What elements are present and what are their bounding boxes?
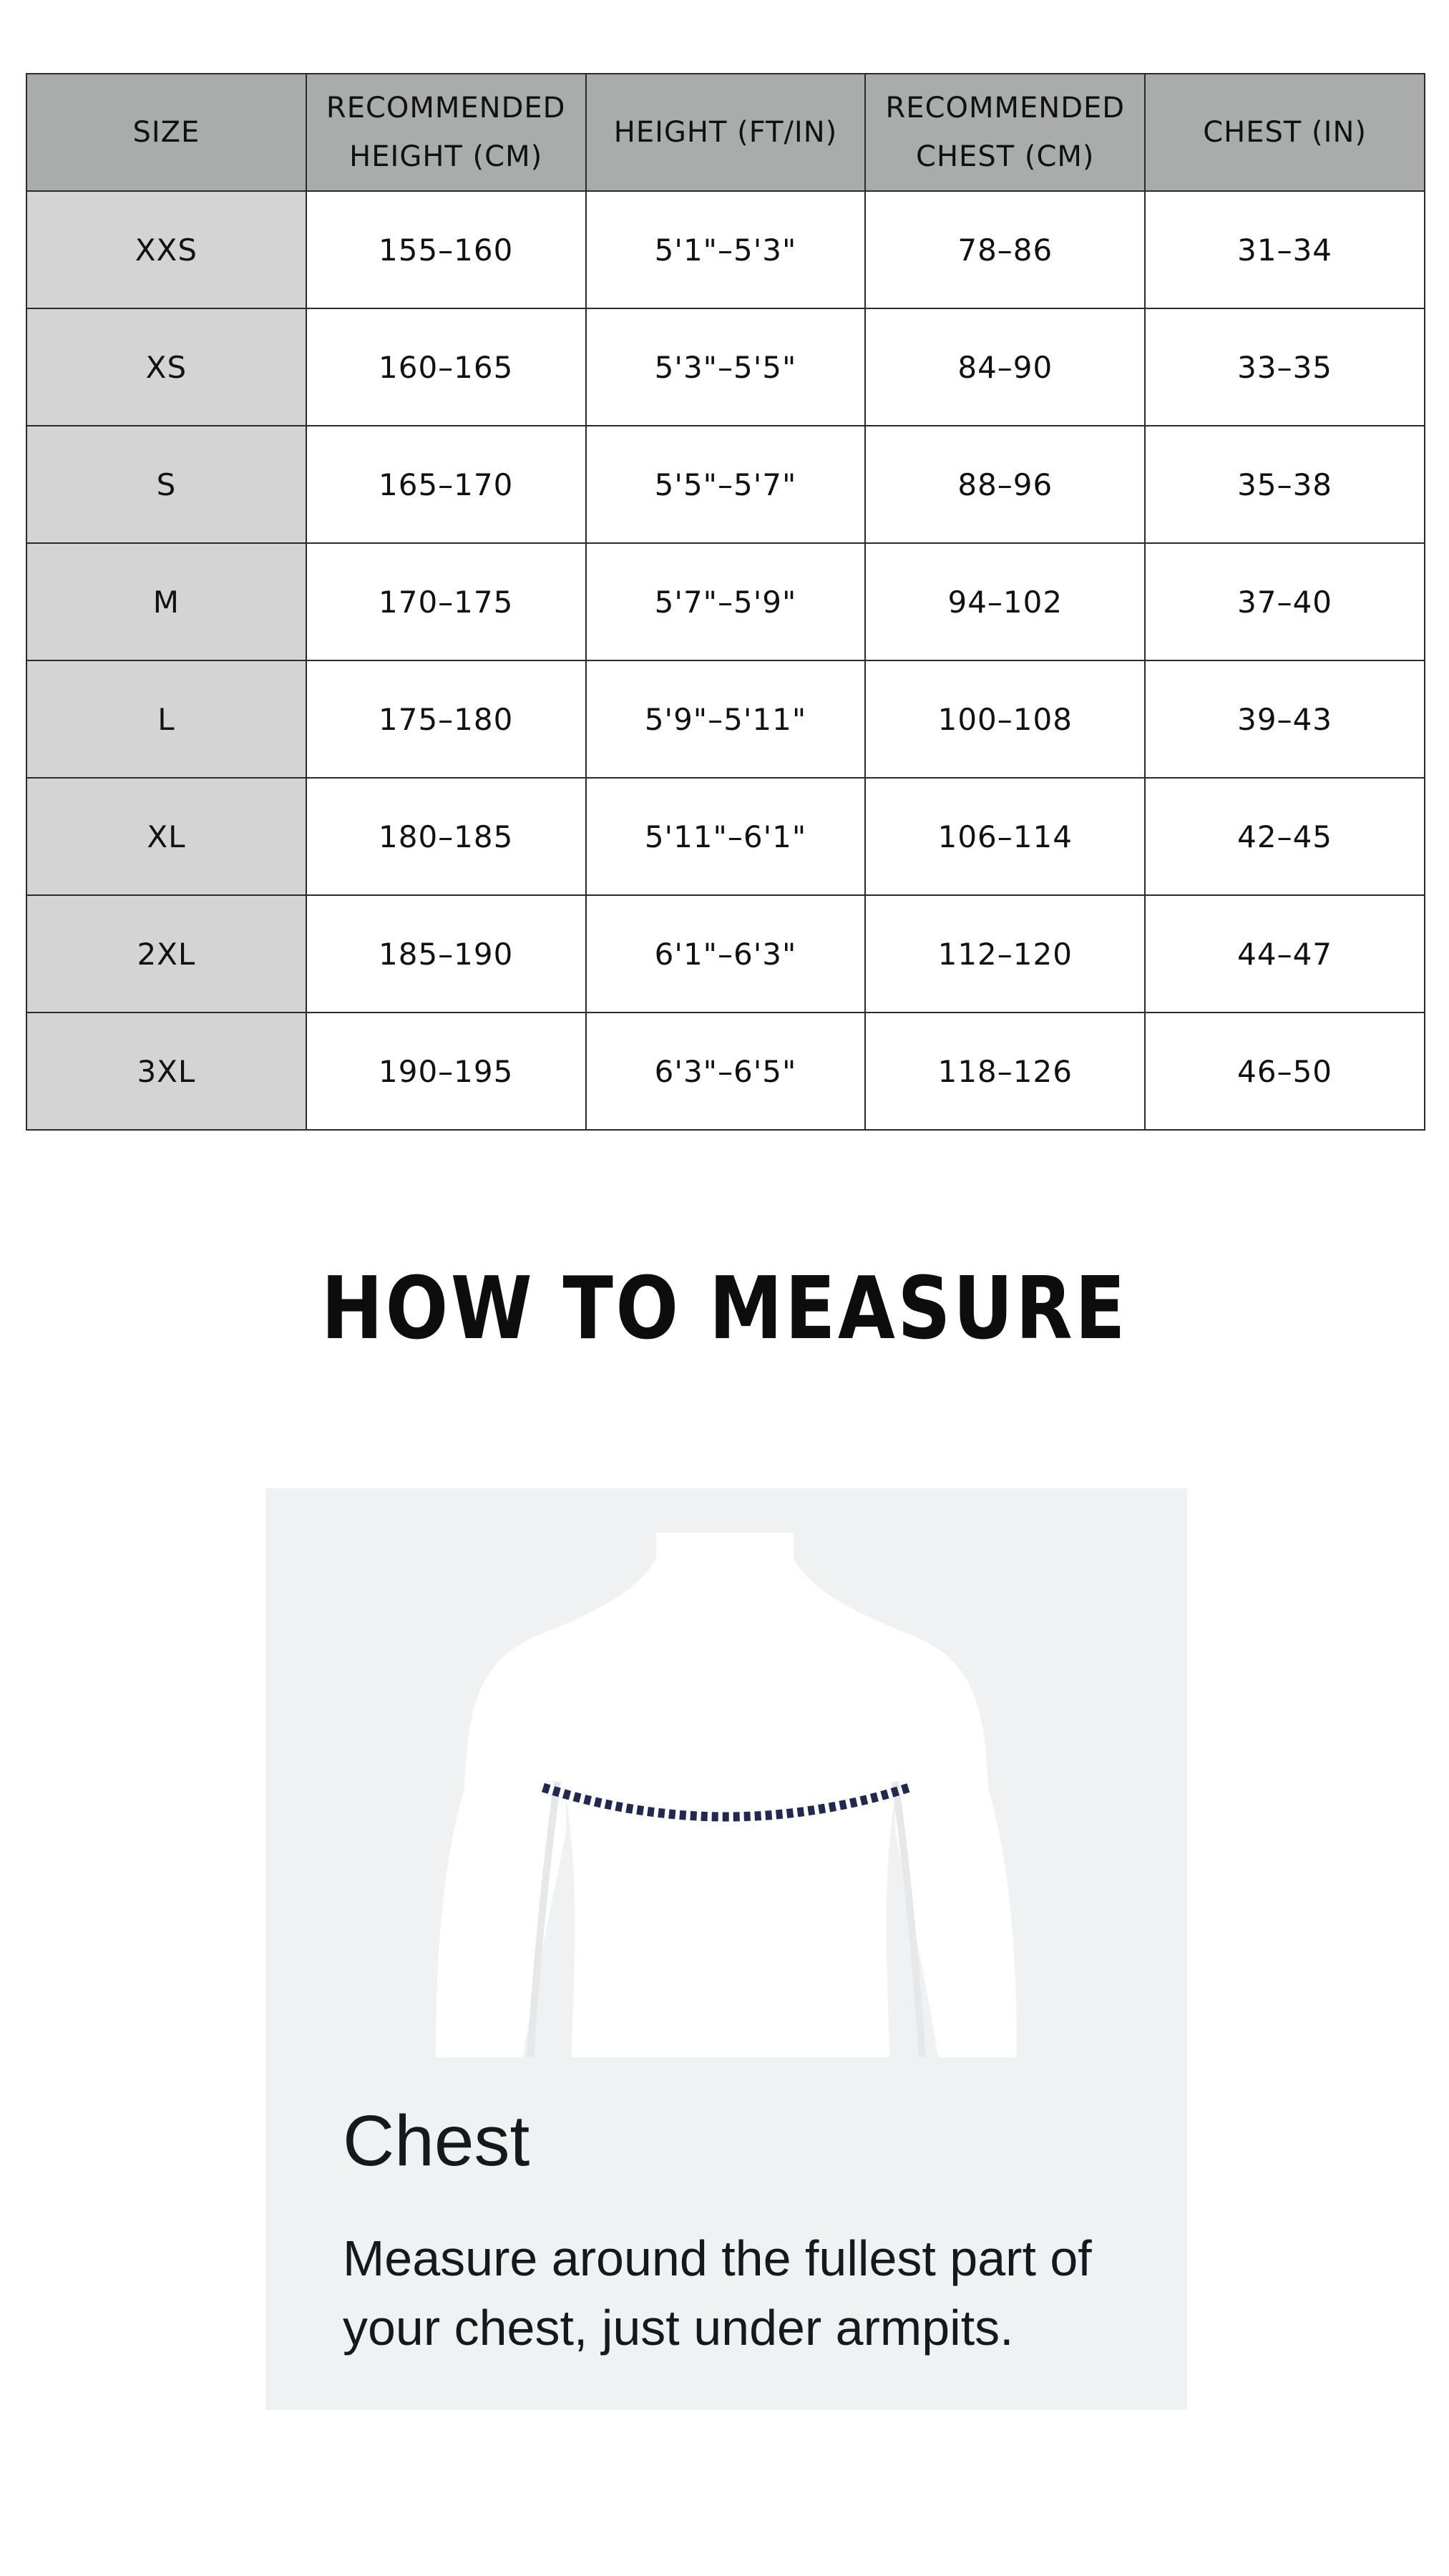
chest-in-cell: 42–45: [1145, 778, 1425, 895]
table-row: [26, 308, 1425, 426]
chest-in-cell: 46–50: [1145, 1013, 1425, 1130]
chest-measure-card: [265, 1488, 1187, 2410]
table-row: [26, 543, 1425, 660]
header-height-ft-in: HEIGHT (FT/IN): [586, 74, 866, 191]
how-to-measure-heading: HOW TO MEASURE: [321, 1259, 1128, 1359]
chest-cm-cell: 94–102: [865, 543, 1145, 660]
size-cell: XL: [26, 778, 306, 895]
card-title: Chest: [343, 2101, 530, 2181]
chest-in-cell: 31–34: [1145, 191, 1425, 308]
height-cm-cell: 170–175: [306, 543, 586, 660]
size-cell: XXS: [26, 191, 306, 308]
chest-in-cell: 44–47: [1145, 895, 1425, 1013]
height-ft-cell: 5'5"–5'7": [586, 426, 866, 543]
header-recommended-height-cm: RECOMMENDED HEIGHT (CM): [306, 74, 586, 191]
chest-cm-cell: 100–108: [865, 660, 1145, 778]
header-recommended-chest-cm: RECOMMENDED CHEST (CM): [865, 74, 1145, 191]
chest-cm-cell: 78–86: [865, 191, 1145, 308]
height-ft-cell: 6'1"–6'3": [586, 895, 866, 1013]
table-row: [26, 660, 1425, 778]
chest-in-cell: 37–40: [1145, 543, 1425, 660]
height-cm-cell: 185–190: [306, 895, 586, 1013]
chest-cm-cell: 84–90: [865, 308, 1145, 426]
size-cell: L: [26, 660, 306, 778]
height-ft-cell: 5'9"–5'11": [586, 660, 866, 778]
height-ft-cell: 5'7"–5'9": [586, 543, 866, 660]
size-chart-table: [26, 73, 1425, 1131]
table-row: [26, 778, 1425, 895]
height-ft-cell: 5'3"–5'5": [586, 308, 866, 426]
height-cm-cell: 165–170: [306, 426, 586, 543]
size-cell: XS: [26, 308, 306, 426]
height-cm-cell: 160–165: [306, 308, 586, 426]
height-ft-cell: 5'11"–6'1": [586, 778, 866, 895]
size-cell: 2XL: [26, 895, 306, 1013]
chest-cm-cell: 88–96: [865, 426, 1145, 543]
table-row: [26, 895, 1425, 1013]
height-cm-cell: 190–195: [306, 1013, 586, 1130]
table-row: [26, 191, 1425, 308]
chest-in-cell: 33–35: [1145, 308, 1425, 426]
chest-cm-cell: 118–126: [865, 1013, 1145, 1130]
height-cm-cell: 155–160: [306, 191, 586, 308]
height-cm-cell: 175–180: [306, 660, 586, 778]
chest-cm-cell: 112–120: [865, 895, 1145, 1013]
header-size: SIZE: [26, 74, 306, 191]
torso-silhouette: [436, 1533, 1017, 2057]
chest-in-cell: 39–43: [1145, 660, 1425, 778]
size-cell: M: [26, 543, 306, 660]
height-ft-cell: 6'3"–6'5": [586, 1013, 866, 1130]
table-header-row: [26, 74, 1425, 191]
header-chest-in: CHEST (IN): [1145, 74, 1425, 191]
card-description: Measure around the fullest part of your chest, just under armpits.: [343, 2230, 1092, 2356]
size-cell: S: [26, 426, 306, 543]
chest-in-cell: 35–38: [1145, 426, 1425, 543]
torso-chest-measure-icon: [265, 1488, 1187, 2061]
chest-cm-cell: 106–114: [865, 778, 1145, 895]
size-cell: 3XL: [26, 1013, 306, 1130]
height-cm-cell: 180–185: [306, 778, 586, 895]
table-row: [26, 1013, 1425, 1130]
table-row: [26, 426, 1425, 543]
height-ft-cell: 5'1"–5'3": [586, 191, 866, 308]
